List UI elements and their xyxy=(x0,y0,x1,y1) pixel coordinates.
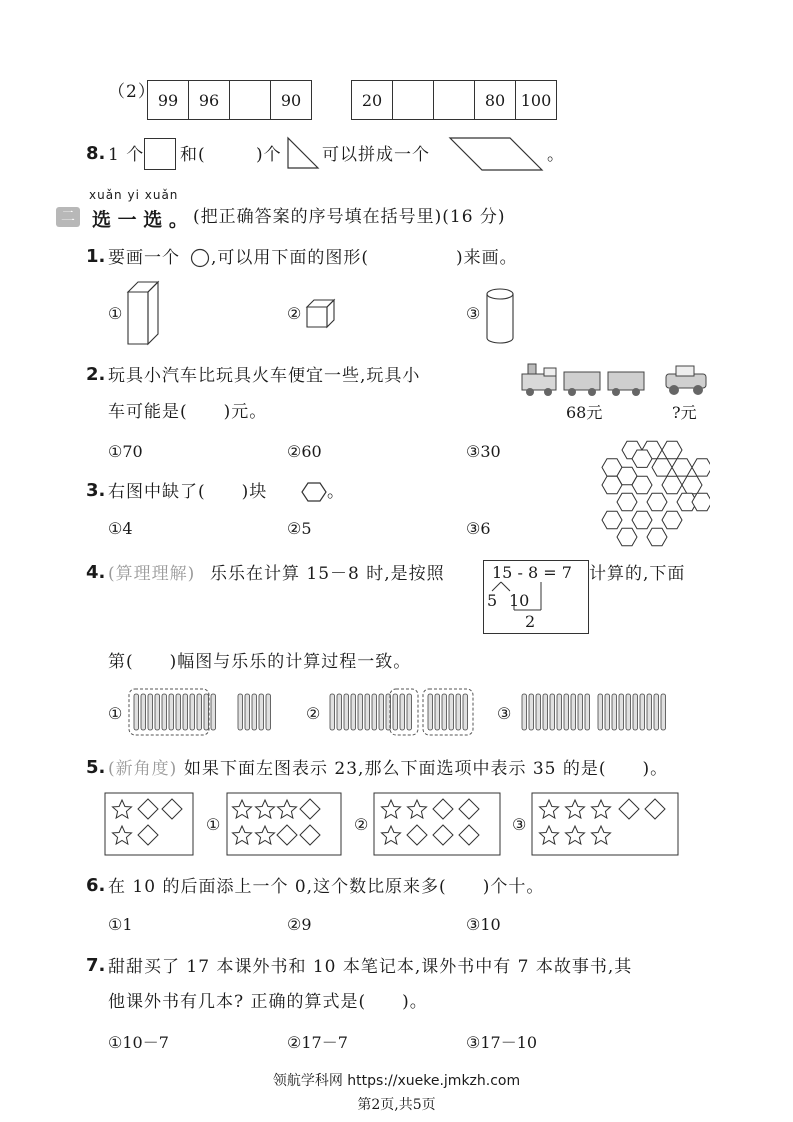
q8-text-2: 和( xyxy=(180,145,206,165)
part2-label: （2） xyxy=(108,82,156,102)
q4-option-3[interactable]: ③ xyxy=(497,704,512,723)
calc-result: 2 xyxy=(525,612,536,631)
seq1-cell: 99 xyxy=(148,81,189,119)
sticks-picture-1[interactable] xyxy=(126,686,286,738)
q2-option-2[interactable]: ②60 xyxy=(287,442,322,461)
footer-page-number: 第2页,共5页 xyxy=(357,1097,436,1113)
stars-diamonds-option-2[interactable] xyxy=(373,792,501,856)
q5-option-2[interactable]: ② xyxy=(354,815,369,834)
q1-option-1[interactable]: ① xyxy=(108,304,123,323)
sequence-1 xyxy=(147,80,312,120)
seq2-cell: 100 xyxy=(520,90,552,110)
cube-shape xyxy=(305,298,337,330)
q5-number: 5. xyxy=(86,757,106,778)
q7-option-1[interactable]: ①10－7 xyxy=(108,1033,169,1052)
section-badge: 二 xyxy=(56,207,80,227)
seq1-cell: 96 xyxy=(189,81,230,119)
q2-option-1[interactable]: ①70 xyxy=(108,442,143,461)
hexagon-icon xyxy=(301,481,327,503)
hexagon-pattern-image xyxy=(598,438,710,548)
q1-text-3: )来画。 xyxy=(456,248,518,268)
stars-diamonds-option-3[interactable] xyxy=(531,792,679,856)
q3-option-1[interactable]: ①4 xyxy=(108,519,133,538)
q3-text-1: 右图中缺了( )块 xyxy=(108,482,268,502)
square-shape xyxy=(144,138,176,170)
seq2-cell: 80 xyxy=(475,81,516,119)
q2-line-2: 车可能是( )元。 xyxy=(108,402,268,422)
q6-option-2[interactable]: ②9 xyxy=(287,915,312,934)
q6-text: 在 10 的后面添上一个 0,这个数比原来多( )个十。 xyxy=(108,877,545,897)
q6-option-1[interactable]: ①1 xyxy=(108,915,133,934)
q4-line-2: 第( )幅图与乐乐的计算过程一致。 xyxy=(108,652,412,672)
q7-line-1: 甜甜买了 17 本课外书和 10 本笔记本,课外书中有 7 本故事书,其 xyxy=(108,957,633,977)
q4-option-1[interactable]: ① xyxy=(108,704,123,723)
toy-car-image xyxy=(662,364,710,396)
section-title: 选 一 选 。 xyxy=(92,209,188,231)
cuboid-shape xyxy=(126,280,162,346)
parallelogram-shape xyxy=(448,136,544,172)
q5-option-3[interactable]: ③ xyxy=(512,815,527,834)
q8-text-4: 可以拼成一个 xyxy=(322,145,430,165)
calc-equation: 15 - 8 = 7 xyxy=(492,563,572,582)
q7-number: 7. xyxy=(86,955,106,976)
sequence-2 xyxy=(351,80,557,120)
q8-text-5: 。 xyxy=(547,145,565,165)
q2-number: 2. xyxy=(86,364,106,385)
q8-number: 8. xyxy=(86,143,106,164)
q6-number: 6. xyxy=(86,875,106,896)
q4-number: 4. xyxy=(86,562,106,583)
q1-number: 1. xyxy=(86,246,106,267)
sticks-picture-2[interactable] xyxy=(324,686,484,738)
q4-text-2: 计算的,下面 xyxy=(589,564,686,584)
circle-icon xyxy=(190,248,210,268)
q1-option-2[interactable]: ② xyxy=(287,304,302,323)
q7-option-2[interactable]: ②17－7 xyxy=(287,1033,348,1052)
q4-tag: (算理理解) xyxy=(108,564,196,584)
train-price-label: 68元 xyxy=(566,403,603,422)
q4-text-1: 乐乐在计算 15－8 时,是按照 xyxy=(210,564,445,584)
q3-number: 3. xyxy=(86,480,106,501)
q8-text-3: )个 xyxy=(256,145,282,165)
seq2-cell-blank[interactable] xyxy=(393,81,434,119)
q3-text-2: 。 xyxy=(327,482,345,502)
sticks-picture-3[interactable] xyxy=(516,686,688,738)
stars-diamonds-option-1[interactable] xyxy=(226,792,342,856)
q2-option-3[interactable]: ③30 xyxy=(466,442,501,461)
cylinder-shape xyxy=(484,286,516,346)
q1-text-1: 要画一个 xyxy=(108,248,180,268)
right-triangle-shape xyxy=(286,136,320,170)
pinyin-text: xuǎn yi xuǎn xyxy=(89,188,179,202)
footer-site: 领航学科网 https://xueke.jmkzh.com xyxy=(272,1073,521,1089)
q1-text-2: ,可以用下面的图形( xyxy=(211,248,370,268)
q8-text-1: 1 个 xyxy=(108,145,145,165)
car-price-label: ?元 xyxy=(672,403,697,422)
seq1-cell: 90 xyxy=(280,90,302,110)
seq2-cell: 20 xyxy=(352,81,393,119)
q7-line-2: 他课外书有几本? 正确的算式是( )。 xyxy=(108,992,428,1012)
section-instruction: (把正确答案的序号填在括号里)(16 分) xyxy=(193,207,506,227)
toy-train-image xyxy=(520,360,650,398)
seq1-cell-blank[interactable] xyxy=(230,81,271,119)
q6-option-3[interactable]: ③10 xyxy=(466,915,501,934)
q7-option-3[interactable]: ③17－10 xyxy=(466,1033,538,1052)
q5-tag: (新角度) xyxy=(108,759,178,779)
q4-option-2[interactable]: ② xyxy=(306,704,321,723)
seq2-cell-blank[interactable] xyxy=(434,81,475,119)
q3-option-2[interactable]: ②5 xyxy=(287,519,312,538)
q5-option-1[interactable]: ① xyxy=(206,815,221,834)
q2-line-1: 玩具小汽车比玩具火车便宜一些,玩具小 xyxy=(108,366,421,386)
q1-option-3[interactable]: ③ xyxy=(466,304,481,323)
q3-option-3[interactable]: ③6 xyxy=(466,519,491,538)
stars-diamonds-left-picture xyxy=(104,792,194,856)
calc-part-b: 10 xyxy=(509,591,530,610)
calc-part-a: 5 xyxy=(487,591,498,610)
q5-text: 如果下面左图表示 23,那么下面选项中表示 35 的是( )。 xyxy=(184,759,669,779)
